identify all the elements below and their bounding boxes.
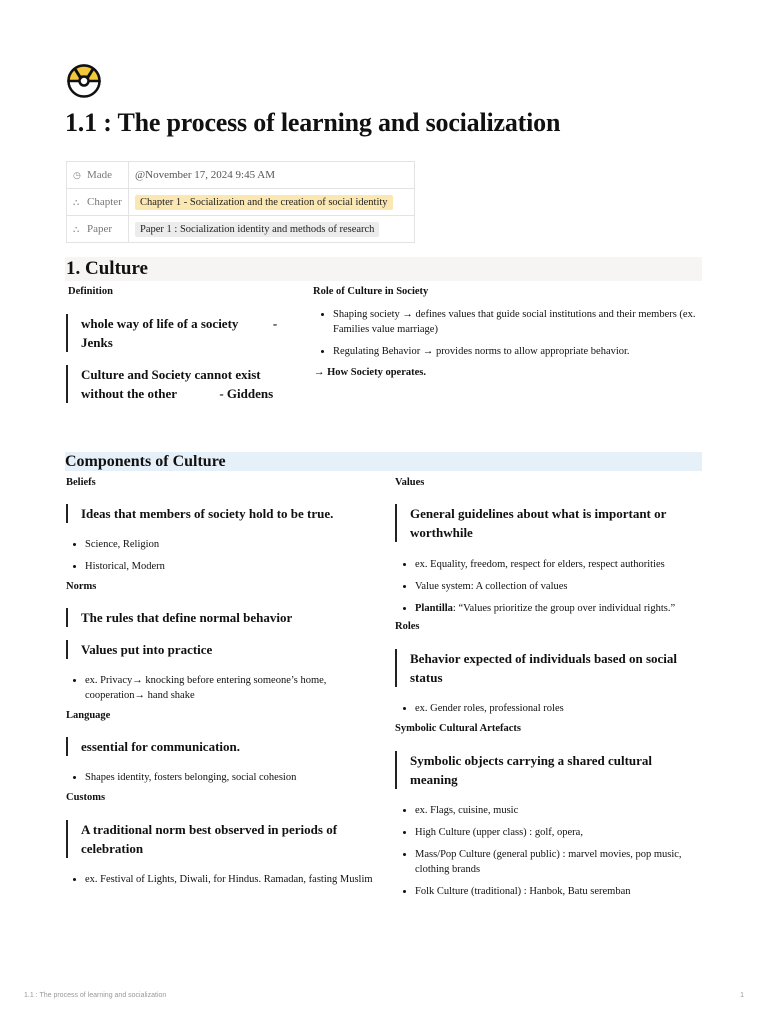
plantilla-text: : “Values prioritize the group over individual rights.” xyxy=(452,603,676,614)
list-item: • Historical, Modern xyxy=(85,559,375,574)
property-key: Made xyxy=(87,169,113,181)
artefacts-quote: Symbolic objects carrying a shared cultural meaning xyxy=(395,751,700,789)
property-value-made: @November 17, 2024 9:45 AM xyxy=(135,169,275,181)
list-item: • Regulating Behavior → provides norms to allow appropriate behavior. xyxy=(333,344,713,359)
beliefs-bullets xyxy=(66,537,375,581)
roles-quote: Behavior expected of individuals based on social status xyxy=(395,649,700,687)
role-bullets xyxy=(314,307,713,366)
property-key: Chapter xyxy=(87,196,122,208)
list-item: • ex. Flags, cuisine, music xyxy=(415,803,715,818)
definition-quote-jenks: whole way of life of a society - Jenks xyxy=(66,314,303,352)
list-item: • Mass/Pop Culture (general public) : marvel movies, pop music, clothing brands xyxy=(415,847,715,877)
norms-quote: Values put into practice xyxy=(66,640,371,659)
artefacts-bullets xyxy=(396,803,715,906)
language-label: Language xyxy=(66,710,111,721)
values-bullets xyxy=(396,557,715,623)
list-item: • ex. Equality, freedom, respect for elders, respect authorities xyxy=(415,557,715,572)
list-item: • Shaping society → defines values that guide social institutions and their members (ex. Families value marriage) xyxy=(333,307,713,337)
customs-label: Customs xyxy=(66,792,106,803)
norms-bullets xyxy=(66,673,375,710)
values-label: Values xyxy=(395,477,425,488)
definition-label: Definition xyxy=(68,286,113,297)
list-item: • ex. Festival of Lights, Diwali, for Hindus. Ramadan, fasting Muslim xyxy=(85,872,375,887)
artefacts-label: Symbolic Cultural Artefacts xyxy=(395,723,521,734)
definition-quote-giddens: Culture and Society cannot exist without the other - Giddens xyxy=(66,365,281,403)
section-heading-culture: 1. Culture xyxy=(65,257,702,281)
list-item: • Shapes identity, fosters belonging, social cohesion xyxy=(85,770,375,785)
chapter-tag[interactable]: Chapter 1 - Socialization and the creation of social identity xyxy=(135,195,393,210)
relation-icon: ⛬ xyxy=(73,198,80,208)
list-item xyxy=(415,601,715,616)
property-row-made[interactable] xyxy=(67,162,415,189)
values-quote: General guidelines about what is important or worthwhile xyxy=(395,504,700,542)
beliefs-quote: Ideas that members of society hold to be true. xyxy=(66,504,371,523)
property-row-paper[interactable] xyxy=(67,216,415,243)
language-quote: essential for communication. xyxy=(66,737,371,756)
list-item: • High Culture (upper class) : golf, opera, xyxy=(415,825,715,840)
clock-icon: ◷ xyxy=(73,171,81,181)
language-bullets xyxy=(66,770,375,792)
norms-quote: The rules that define normal behavior xyxy=(66,608,371,627)
page-number: 1 xyxy=(740,992,744,999)
quote-author: - Giddens xyxy=(219,386,274,401)
customs-bullets xyxy=(66,872,375,894)
role-conclusion: → How Society operates. xyxy=(314,367,426,378)
list-item: • Science, Religion xyxy=(85,537,375,552)
property-key: Paper xyxy=(87,223,113,235)
list-item: • Value system: A collection of values xyxy=(415,579,715,594)
relation-icon: ⛬ xyxy=(73,225,80,235)
footer-title: 1.1 : The process of learning and socialization xyxy=(24,992,167,999)
section-heading-components: Components of Culture xyxy=(65,452,702,471)
list-item: • ex. Privacy→ knocking before entering someone’s home, cooperation→ hand shake xyxy=(85,673,375,703)
customs-quote: A traditional norm best observed in periods of celebration xyxy=(66,820,371,858)
ultra-ball-icon xyxy=(66,64,102,98)
list-item: • Folk Culture (traditional) : Hanbok, Batu seremban xyxy=(415,884,715,899)
page-title: 1.1 : The process of learning and socialization xyxy=(65,108,561,137)
roles-label: Roles xyxy=(395,621,420,632)
roles-bullets xyxy=(396,701,715,723)
role-label: Role of Culture in Society xyxy=(313,286,429,297)
properties-table xyxy=(66,161,415,243)
list-item: • ex. Gender roles, professional roles xyxy=(415,701,715,716)
norms-label: Norms xyxy=(66,581,97,592)
quote-author: - Jenks xyxy=(81,316,278,350)
paper-tag[interactable]: Paper 1 : Socialization identity and methods of research xyxy=(135,222,379,237)
property-row-chapter[interactable] xyxy=(67,189,415,216)
beliefs-label: Beliefs xyxy=(66,477,96,488)
plantilla-term: Plantilla xyxy=(415,603,453,614)
